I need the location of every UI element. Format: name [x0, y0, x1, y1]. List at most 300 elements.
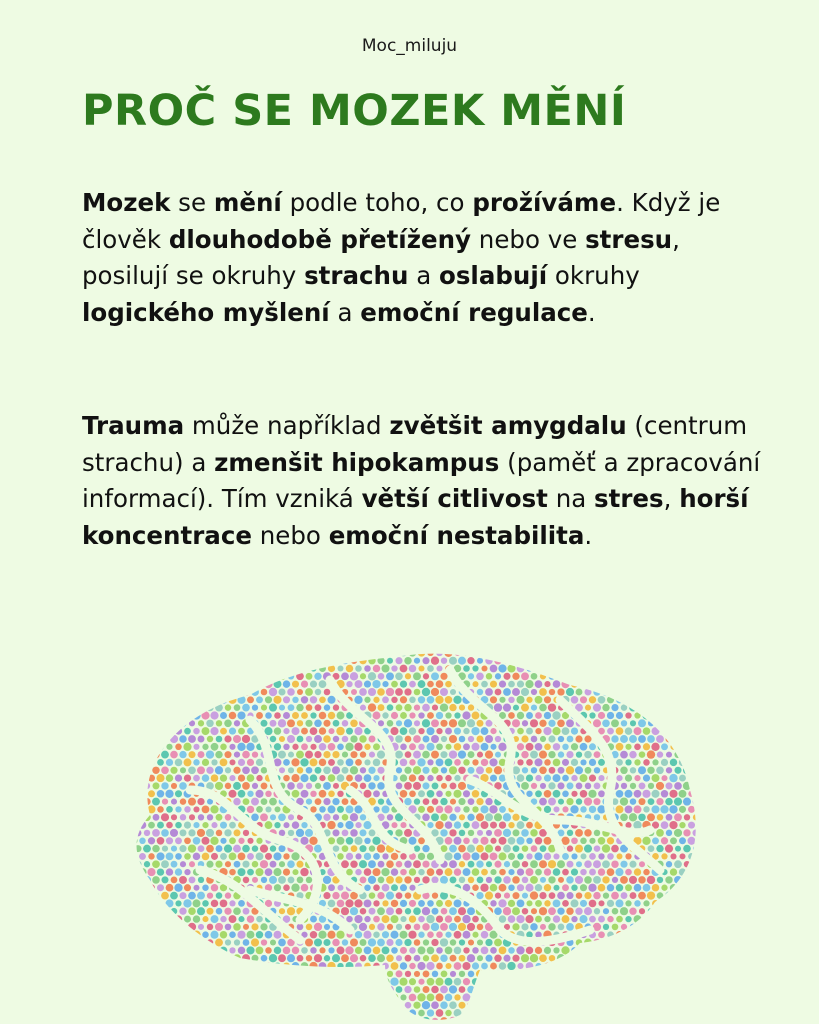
brain-dot [243, 1002, 249, 1008]
brain-dot [656, 986, 664, 994]
brain-dot [328, 649, 336, 657]
brain-dot [404, 876, 411, 883]
brain-dot [206, 861, 213, 868]
brain-dot [305, 751, 313, 759]
brain-dot [355, 680, 363, 688]
brain-dot [350, 939, 358, 947]
brain-dot [499, 697, 505, 703]
brain-dot [378, 673, 385, 680]
brain-dot [656, 673, 663, 680]
brain-dot [566, 766, 574, 774]
brain-dot [414, 704, 420, 710]
brain-dot [441, 783, 447, 789]
brain-dot [342, 845, 349, 852]
brain-dot [575, 985, 583, 993]
brain-dot [426, 962, 434, 970]
brain-dot [679, 790, 687, 798]
brain-dot [373, 649, 380, 656]
brain-dot [499, 978, 506, 985]
brain-dot [427, 978, 435, 986]
brain-dot [576, 798, 582, 804]
brain-dot [639, 798, 646, 805]
brain-dot [414, 986, 421, 993]
brain-dot [130, 962, 137, 969]
brain-dot [503, 876, 511, 884]
brain-dot [256, 759, 263, 766]
brain-dot [126, 861, 132, 867]
brain-dot [207, 1002, 214, 1009]
brain-dot [639, 861, 645, 867]
brain-dot [261, 877, 267, 883]
brain-dot [670, 759, 677, 766]
brain-dot [621, 642, 627, 648]
brain-dot [144, 642, 150, 648]
brain-dot [179, 970, 186, 977]
brain-dot [584, 797, 592, 805]
brain-dot [378, 720, 384, 726]
brain-dot [270, 971, 277, 978]
brain-dot [517, 743, 524, 750]
brain-dot [360, 814, 366, 820]
brain-dot [193, 728, 199, 734]
brain-dot [679, 759, 686, 766]
brain-dot [274, 665, 281, 672]
brain-dot [409, 963, 415, 969]
brain-dot [652, 884, 659, 891]
brain-dot [485, 955, 492, 962]
brain-dot [552, 774, 560, 782]
brain-dot [116, 907, 123, 914]
brain-dot [697, 822, 704, 829]
brain-dot [490, 1010, 496, 1016]
brain-dot [328, 947, 334, 953]
brain-dot [121, 649, 129, 657]
brain-dot [693, 658, 699, 664]
brain-dot [530, 641, 537, 648]
brain-dot [490, 994, 496, 1000]
brain-dot [535, 1009, 542, 1016]
brain-dot [503, 955, 510, 962]
brain-dot [643, 869, 649, 875]
brain-dot [269, 657, 276, 664]
brain-dot [206, 845, 214, 853]
brain-dot [409, 727, 416, 734]
brain-dot [125, 782, 133, 790]
brain-dot [463, 790, 470, 797]
brain-dot [516, 915, 524, 923]
brain-dot [261, 939, 267, 945]
brain-dot [216, 892, 223, 899]
brain-dot [135, 1018, 141, 1024]
brain-dot [485, 657, 492, 664]
brain-dot [265, 1009, 272, 1016]
brain-dot [369, 986, 376, 993]
brain-dot [508, 697, 514, 703]
brain-dot [251, 688, 259, 696]
brain-dot [692, 829, 699, 836]
brain-dot [625, 978, 632, 985]
brain-dot [300, 868, 308, 876]
brain-dot [544, 963, 551, 970]
brain-dot [468, 1017, 475, 1024]
brain-dot [350, 907, 358, 915]
brain-dot [702, 642, 708, 648]
brain-dot [553, 1010, 560, 1017]
brain-dot [692, 720, 699, 727]
brain-dot [264, 664, 272, 672]
brain-dot [220, 963, 226, 969]
body-text: . [587, 297, 596, 327]
brain-dot [215, 985, 223, 993]
brain-dot [495, 971, 501, 977]
brain-dot [445, 915, 452, 922]
brain-dot [197, 938, 205, 946]
brain-dot [324, 704, 330, 710]
brain-dot [544, 900, 550, 906]
brain-dot [486, 767, 493, 774]
brain-dot [211, 822, 217, 828]
brain-dot [526, 650, 532, 656]
brain-dot [679, 775, 686, 782]
brain-dot [157, 931, 165, 939]
brain-dot [485, 798, 492, 805]
brain-dot [444, 649, 452, 657]
brain-dot [638, 814, 645, 821]
brain-dot [350, 954, 358, 962]
brain-dot [413, 1017, 420, 1024]
brain-dot [630, 971, 637, 978]
brain-dot [675, 986, 682, 993]
brain-dot [233, 798, 240, 805]
brain-dot [702, 657, 709, 664]
brain-dot [291, 727, 299, 735]
brain-dot [522, 893, 528, 899]
brain-dot [162, 658, 168, 664]
brain-dot [630, 986, 636, 992]
brain-dot [175, 728, 182, 735]
brain-dot [539, 892, 546, 899]
body-text: . Když je člověk [82, 188, 721, 254]
brain-dot [647, 955, 654, 962]
brain-dot [436, 712, 443, 719]
brain-dot [476, 1001, 484, 1009]
brain-dot [549, 673, 556, 680]
brain-dot [260, 860, 268, 868]
brain-dot [616, 759, 623, 766]
brain-dot [661, 978, 668, 985]
brain-dot [468, 751, 475, 758]
brain-dot [567, 845, 573, 851]
brain-dot [278, 688, 285, 695]
brain-dot [117, 1002, 124, 1009]
brain-dot [701, 813, 709, 821]
brain-dot [197, 986, 205, 994]
brain-dot [450, 971, 456, 977]
brain-dot [647, 688, 655, 696]
brain-dot [247, 774, 255, 782]
brain-dot [270, 861, 277, 868]
brain-dot [440, 938, 448, 946]
brain-dot [688, 962, 696, 970]
brain-dot [459, 861, 465, 867]
brain-dot [157, 994, 165, 1002]
brain-dot [521, 688, 529, 696]
brain-dot [602, 688, 610, 696]
brain-dot [463, 838, 470, 845]
brain-dot [229, 963, 235, 969]
brain-dot [494, 1017, 502, 1024]
brain-dot [346, 775, 353, 782]
brain-dot [180, 829, 187, 836]
brain-dot [193, 650, 199, 656]
brain-dot [679, 994, 687, 1002]
brain-dot [504, 893, 510, 899]
brain-dot [517, 665, 525, 673]
brain-dot [350, 813, 358, 821]
brain-dot [539, 720, 546, 727]
brain-dot [404, 641, 411, 648]
brain-dot [630, 689, 636, 695]
brain-dot [121, 931, 129, 939]
brain-dot [207, 689, 214, 696]
brain-dot [157, 790, 165, 798]
brain-dot [342, 939, 348, 945]
brain-dot [156, 852, 164, 860]
brain-dot [247, 806, 254, 813]
brain-dot [274, 884, 281, 891]
brain-dot [129, 727, 137, 735]
brain-dot [116, 751, 124, 759]
brain-dot [468, 830, 474, 836]
brain-dot [364, 884, 370, 890]
account-handle: Moc_miluju [361, 36, 458, 56]
brain-dot [687, 978, 695, 986]
brain-dot [386, 907, 394, 915]
brain-dot [706, 931, 712, 937]
brain-dot [197, 892, 205, 900]
brain-dot [139, 978, 146, 985]
brain-dot [188, 641, 196, 649]
brain-dot [697, 665, 703, 671]
brain-dot [652, 759, 658, 765]
brain-dot [228, 1009, 236, 1017]
brain-dot [220, 1009, 227, 1016]
brain-dot [278, 673, 286, 681]
brain-dot [652, 650, 659, 657]
brain-dot [206, 829, 214, 837]
brain-dot [621, 971, 627, 977]
brain-dot [562, 727, 570, 735]
brain-dot [166, 806, 173, 813]
brain-dot [323, 876, 331, 884]
brain-dot [300, 837, 308, 845]
brain-dot [409, 837, 417, 845]
brain-dot [454, 821, 461, 828]
brain-dot [576, 861, 582, 867]
brain-dot [396, 861, 403, 868]
brain-dot [292, 1010, 298, 1016]
brain-dot [359, 860, 367, 868]
brain-dot [116, 641, 123, 648]
brain-dot [544, 759, 551, 766]
brain-dot [638, 986, 646, 994]
brain-dot [161, 876, 168, 883]
brain-dot [288, 767, 294, 773]
brain-dot [130, 775, 137, 782]
brain-dot [162, 939, 168, 945]
brain-dot [584, 939, 592, 947]
brain-dot [535, 869, 542, 876]
brain-dot [378, 861, 385, 868]
brain-dot [296, 751, 304, 759]
brain-dot [598, 947, 605, 954]
brain-dot [125, 876, 133, 884]
brain-dot [283, 649, 290, 656]
brain-dot [220, 838, 226, 844]
brain-dot [279, 1002, 285, 1008]
brain-dot [620, 1017, 628, 1024]
brain-dot [607, 963, 614, 970]
brain-dot [373, 963, 380, 970]
brain-dot [576, 783, 583, 790]
brain-dot [557, 892, 565, 900]
brain-dot [634, 884, 642, 892]
brain-dot [314, 735, 322, 743]
brain-dot [336, 727, 344, 735]
brain-dot [148, 994, 155, 1001]
brain-dot [184, 837, 191, 844]
brain-dot [386, 954, 393, 961]
brain-dot [688, 868, 695, 875]
brain-dot [571, 869, 578, 876]
brain-dot [485, 813, 493, 821]
brain-dot [323, 720, 330, 727]
brain-dot [490, 696, 497, 703]
brain-dot [161, 970, 169, 978]
brain-dot [585, 1002, 591, 1008]
brain-dot [508, 837, 516, 845]
brain-dot [499, 946, 507, 954]
brain-dot [139, 744, 145, 750]
brain-dot [549, 658, 555, 664]
brain-dot [612, 924, 619, 931]
brain-dot [634, 649, 641, 656]
brain-dot [269, 641, 276, 648]
brain-dot [306, 877, 312, 883]
brain-dot [152, 860, 160, 868]
brain-dot [238, 790, 246, 798]
brain-dot [167, 666, 173, 672]
brain-dot [535, 963, 541, 969]
brain-dot [225, 814, 232, 821]
brain-dot [468, 861, 475, 868]
brain-dot [566, 907, 573, 914]
brain-dot [229, 775, 235, 781]
brain-dot [144, 908, 151, 915]
brain-dot [612, 877, 618, 883]
brain-dot [306, 642, 312, 648]
brain-dot [679, 712, 686, 719]
brain-dot [166, 649, 173, 656]
brain-dot [233, 735, 241, 743]
brain-dot [189, 673, 195, 679]
brain-dot [418, 806, 425, 813]
brain-dot [152, 1001, 160, 1009]
brain-dot [552, 664, 560, 672]
brain-dot [513, 705, 519, 711]
brain-dot [697, 884, 704, 891]
brain-dot [206, 750, 214, 758]
brain-dot [562, 994, 569, 1001]
brain-dot [566, 688, 574, 696]
brain-dot [166, 774, 173, 781]
brain-dot [314, 970, 322, 978]
brain-dot [306, 767, 313, 774]
brain-dot [301, 994, 308, 1001]
brain-dot [346, 853, 353, 860]
brain-dot [674, 860, 682, 868]
brain-dot [171, 908, 178, 915]
brain-dot [661, 853, 667, 859]
brain-dot [360, 939, 367, 946]
brain-dot [589, 806, 596, 813]
brain-dot [377, 892, 384, 899]
brain-dot [494, 954, 501, 961]
brain-dot [562, 759, 569, 766]
brain-dot [224, 751, 231, 758]
brain-dot [661, 962, 669, 970]
brain-dot [130, 947, 137, 954]
brain-dot [242, 861, 249, 868]
brain-dot [468, 736, 474, 742]
brain-dot [126, 673, 133, 680]
brain-dot [400, 900, 407, 907]
brain-dot [171, 877, 178, 884]
brain-dot [544, 994, 551, 1001]
brain-dot [175, 822, 182, 829]
brain-dot [400, 947, 407, 954]
brain-dot [400, 884, 407, 891]
brain-dot [332, 766, 340, 774]
brain-dot [426, 727, 434, 735]
brain-dot [139, 665, 145, 671]
brain-dot [431, 688, 439, 696]
brain-dot [683, 782, 691, 790]
brain-dot [193, 806, 199, 812]
brain-dot [130, 697, 136, 703]
brain-dot [274, 963, 281, 970]
brain-dot [179, 908, 186, 915]
brain-dot [611, 704, 618, 711]
brain-dot [395, 876, 402, 883]
brain-dot [360, 971, 366, 977]
brain-dot [616, 696, 623, 703]
brain-dot [386, 860, 394, 868]
brain-dot [611, 955, 618, 962]
brain-dot [355, 665, 362, 672]
brain-dot [125, 1017, 132, 1024]
brain-dot [180, 767, 186, 773]
brain-dot [612, 642, 619, 649]
brain-dot [400, 743, 407, 750]
brain-dot [153, 939, 160, 946]
brain-dot [373, 775, 379, 781]
brain-dot [683, 688, 691, 696]
brain-dot [670, 727, 678, 735]
brain-dot [598, 665, 605, 672]
brain-dot [584, 986, 592, 994]
brain-dot [602, 876, 609, 883]
